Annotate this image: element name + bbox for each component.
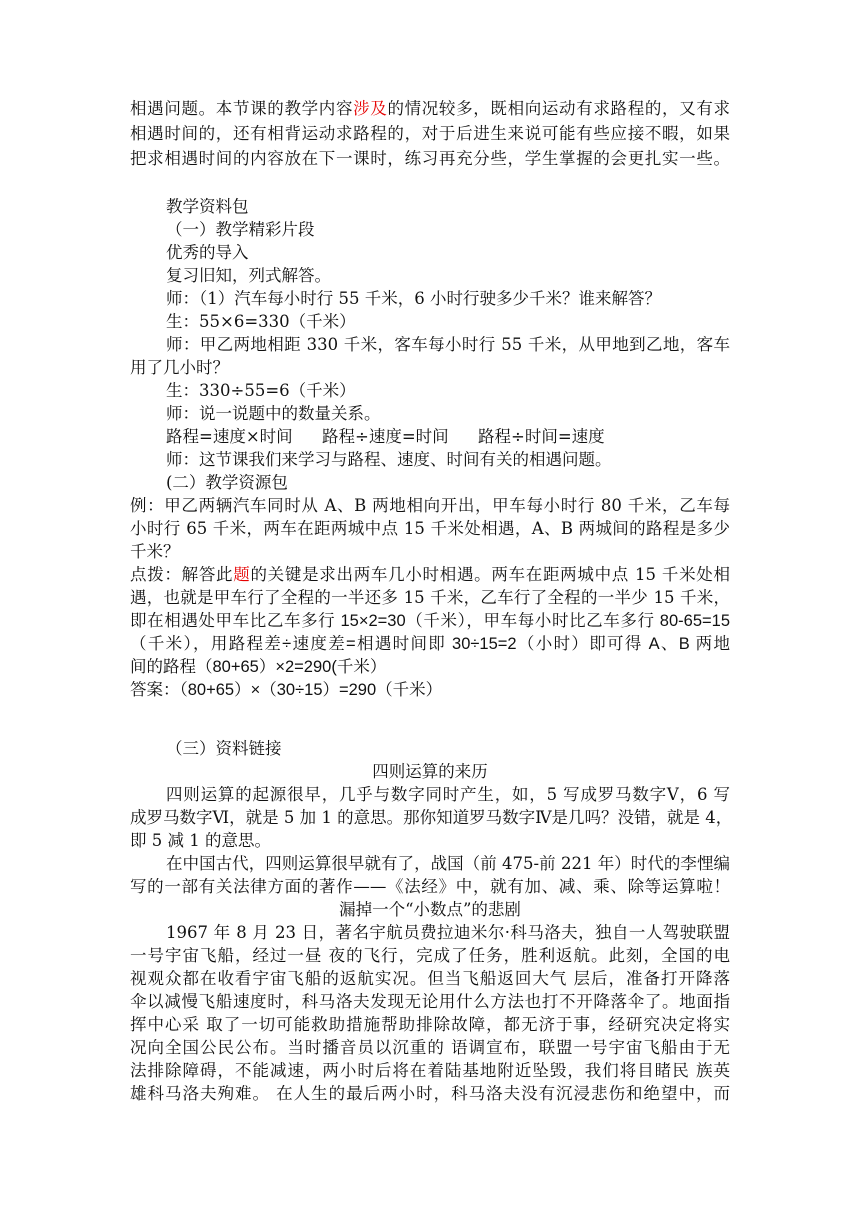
- paragraph: 师：（1）汽车每小时行 55 千米，6 小时行驶多少千米？谁来解答？: [166, 289, 661, 308]
- intro-line-2: 相遇时间的，还有相背运动求路程的，对于后进生来说可能有些应接不暇，如果: [130, 124, 730, 143]
- hint-line: （千米），用路程差÷速度差=相遇时间即 30÷15=2（小时）即可得 A、B 两地: [130, 635, 730, 653]
- hint-text: 的关键是求出两车几小时相遇。两车在距两城中点 15 千米处相: [250, 565, 731, 584]
- intro-line-3: 把求相遇时间的内容放在下一课时，练习再充分些，学生掌握的会更扎实一些。: [130, 149, 730, 168]
- paragraph: 师：甲乙两地相距 330 千米，客车每小时行 55 千米，从甲地到乙地，客车: [166, 335, 730, 354]
- paragraph: 复习旧知，列式解答。: [166, 266, 331, 285]
- paragraph: 师：这节课我们来学习与路程、速度、时间有关的相遇问题。: [166, 450, 612, 469]
- highlight-word: 题: [233, 565, 251, 584]
- formula-1: 路程=速度×时间: [166, 427, 293, 446]
- article-line: 在中国古代，四则运算很早就有了，战国（前 475-前 221 年）时代的李悝编: [166, 854, 730, 873]
- intro-line-1: [130, 98, 730, 120]
- hint-line: 遇，也就是甲车行了全程的一半还多 15 千米，乙车行了全程的一半少 15 千米，: [130, 588, 730, 607]
- article-line: 写的一部有关法律方面的著作——《法经》中，就有加、减、乘、除等运算啦！: [130, 877, 730, 896]
- section-title: 教学资料包: [166, 197, 249, 216]
- hint-text: 点拨：解答此: [130, 565, 234, 584]
- formula-3: 路程÷时间=速度: [478, 427, 605, 446]
- article-line: 法排除障碍，不能减速，两小时后将在着陆基地附近坠毁，我们将目睹民 族英: [130, 1061, 730, 1080]
- article-title: 四则运算的来历: [372, 762, 488, 781]
- paragraph: 师：说一说题中的数量关系。: [166, 404, 381, 423]
- subsection-title: （一）教学精彩片段: [166, 220, 315, 239]
- article-line: 一号宇宙飞船，经过一昼 夜的飞行，完成了任务，胜利返航。此刻，全国的电: [130, 946, 730, 965]
- example-line: 千米？: [130, 542, 180, 561]
- subsection-title: (二）教学资源包: [166, 473, 288, 492]
- article-line: 况向全国公民公布。当时播音员以沉重的 语调宣布，联盟一号宇宙飞船由于无: [130, 1038, 730, 1057]
- subsection-title: 优秀的导入: [166, 243, 249, 262]
- paragraph: 用了几小时？: [130, 358, 229, 377]
- article-line: 成罗马数字Ⅵ，就是 5 加 1 的意思。那你知道罗马数字Ⅳ是几吗？没错，就是 4，: [130, 808, 733, 827]
- paragraph: 生：330÷55=6（千米）: [166, 381, 356, 400]
- article-line: 伞以减慢飞船速度时，科马洛夫发现无论用什么方法也打不开降落伞了。地面指: [130, 992, 730, 1011]
- article-line: 四则运算的起源很早，几乎与数字同时产生，如，5 写成罗马数字Ⅴ，6 写: [166, 785, 730, 804]
- article-line: 1967 年 8 月 23 日，著名宇航员费拉迪米尔·科马洛夫，独自一人驾驶联盟: [166, 923, 730, 942]
- article-title: 漏掉一个“小数点”的悲剧: [339, 900, 521, 919]
- highlight-word: 涉及: [353, 99, 388, 118]
- hint-line: [130, 564, 730, 586]
- intro-text: 相遇问题。本节课的教学内容: [130, 99, 354, 118]
- subsection-title: （三）资料链接: [166, 739, 282, 758]
- example-line: 小时行 65 千米，两车在距两城中点 15 千米处相遇，A、B 两城间的路程是多少: [130, 519, 730, 538]
- article-line: 视观众都在收看宇宙飞船的返航实况。但当飞船返回大气 层后，准备打开降落: [130, 969, 730, 988]
- example-line: 例：甲乙两辆汽车同时从 A、B 两地相向开出，甲车每小时行 80 千米，乙车每: [130, 496, 730, 515]
- formula-2: 路程÷速度=时间: [322, 427, 449, 446]
- hint-line: 间的路程（80+65）×2=290(千米）: [130, 658, 387, 676]
- hint-line: 即在相遇处甲车比乙车多行 15×2=30（千米），甲车每小时比乙车多行 80-65=15: [130, 612, 730, 630]
- paragraph: 生：55×6=330（千米）: [166, 312, 356, 331]
- answer-line: 答案：（80+65）×（30÷15）=290（千米）: [130, 681, 443, 699]
- article-line: 挥中心采 取了一切可能救助措施帮助排除故障，都无济于事，经研究决定将实: [130, 1015, 730, 1034]
- article-line: 雄科马洛夫殉难。 在人生的最后两小时，科马洛夫没有沉浸悲伤和绝望中，而: [130, 1084, 730, 1103]
- intro-text: 的情况较多，既相向运动有求路程的，又有求: [387, 99, 731, 118]
- article-line: 即 5 减 1 的意思。: [130, 831, 271, 850]
